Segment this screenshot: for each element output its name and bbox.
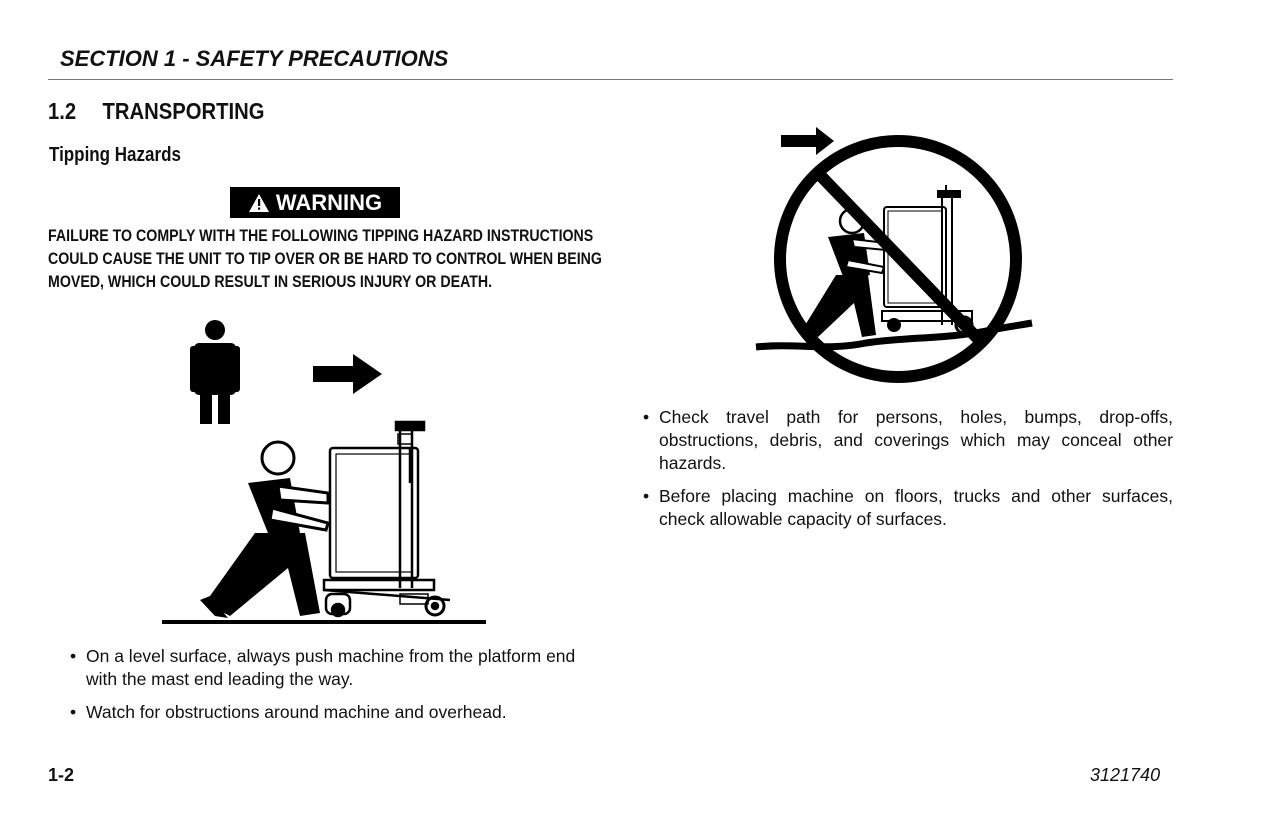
warning-text [48, 225, 602, 294]
worker-figure [200, 442, 328, 618]
list-item: • On a level surface, always push machine from the platform end with the mast end leading the way. [70, 645, 610, 691]
section-number: 1.2 [48, 98, 77, 124]
warning-line: FAILURE TO COMPLY WITH THE FOLLOWING TIPPING HAZARD INSTRUCTIONS [48, 227, 594, 245]
warning-label: WARNING [275, 189, 383, 215]
page-number: 1-2 [48, 765, 75, 785]
document-number: 3121740 [1090, 765, 1161, 785]
left-bullet-list [70, 645, 610, 734]
machine-drawing [324, 422, 450, 616]
header-rule [48, 79, 1173, 80]
subheading: Tipping Hazards [49, 144, 181, 166]
ground-line [162, 620, 486, 624]
correct-push-illustration [160, 318, 490, 630]
list-item: • Watch for obstructions around machine and overhead. [70, 701, 610, 724]
section-title [48, 98, 264, 125]
list-item: • Check travel path for persons, holes, bumps, drop-offs, obstructions, debris, and coverings which may conceal other hazards. [643, 406, 1173, 475]
list-item: • Before placing machine on floors, trucks and other surfaces, check allowable capacity of surfaces. [643, 485, 1173, 531]
warning-line: MOVED, WHICH COULD RESULT IN SERIOUS INJURY OR DEATH. [48, 273, 493, 291]
person-icon [190, 320, 240, 424]
section-header: SECTION 1 - SAFETY PRECAUTIONS [60, 46, 449, 71]
right-bullet-list [643, 406, 1173, 541]
warning-banner [230, 187, 400, 218]
warning-triangle-icon [248, 193, 270, 213]
direction-arrow-icon [781, 127, 834, 155]
direction-arrow-icon [313, 354, 382, 394]
prohibited-push-illustration [756, 125, 1036, 387]
section-title-text: TRANSPORTING [102, 98, 265, 124]
warning-line: COULD CAUSE THE UNIT TO TIP OVER OR BE HARD TO CONTROL WHEN BEING [48, 250, 602, 268]
